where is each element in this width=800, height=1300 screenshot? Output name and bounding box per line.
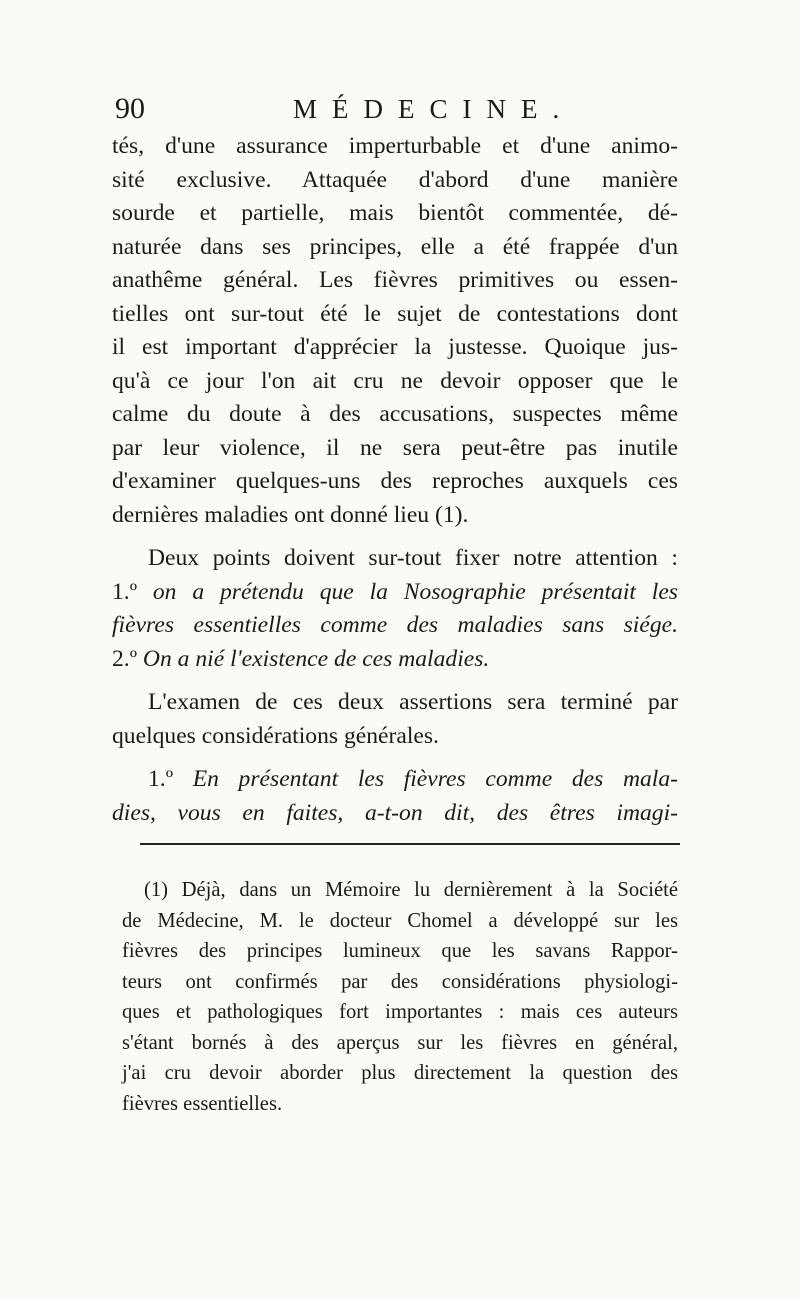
list-item — [112, 643, 678, 677]
text-line: Deux points doivent sur-tout fixer notre attention : — [148, 545, 678, 571]
footnote-line: teurs ont confirmés par des considérations physiologi- — [122, 970, 678, 993]
footnote-line: s'étant bornés à des aperçus sur les fièvres en général, — [122, 1031, 678, 1054]
footnote-line: (1) Déjà, dans un Mémoire lu dernièrement à la Société — [144, 879, 678, 901]
running-head — [115, 92, 675, 132]
footnote-line: fièvres des principes lumineux que les savans Rappor- — [122, 940, 678, 962]
text-line: d'examiner quelques-uns des reproches auxquels ces — [112, 468, 678, 494]
main-text — [112, 130, 678, 830]
text-line: il est important d'apprécier la justesse. Quoique jus- — [112, 334, 678, 360]
text-line: fièvres essentielles comme des maladies sans siége. — [112, 612, 678, 638]
list-item-text: On a nié l'existence de ces maladies. — [142, 645, 490, 672]
text-line: tielles ont sur-tout été le sujet de contestations dont — [112, 300, 678, 327]
paragraph — [112, 686, 678, 753]
italic-text: En présentant les fièvres comme des mala- — [192, 766, 678, 792]
footnote-rule — [140, 843, 680, 845]
text-line: par leur violence, il ne sera peut-être pas inutile — [112, 434, 678, 461]
footnote — [122, 875, 678, 1119]
footnote-line: fièvres essentielles. — [122, 1092, 283, 1115]
footnote-line: de Médecine, M. le docteur Chomel a développé sur les — [122, 909, 678, 932]
paragraph — [112, 763, 678, 830]
text-line: sité exclusive. Attaquée d'abord d'une manière — [112, 166, 678, 193]
list-marker: 1.º — [148, 766, 174, 792]
running-title: MÉDECINE. — [293, 94, 575, 124]
paragraph — [112, 130, 678, 532]
list-item — [112, 576, 678, 610]
text-line: quelques considérations générales. — [112, 722, 439, 749]
list-marker: 1.º — [112, 578, 138, 605]
text-line: tés, d'une assurance imperturbable et d'une animo- — [112, 133, 678, 159]
text-line: qu'à ce jour l'on ait cru ne devoir opposer que le — [112, 367, 678, 394]
footnote-line: ques et pathologiques fort importantes : mais ces auteurs — [122, 1001, 678, 1023]
footnote-line: j'ai cru devoir aborder plus directement la question des — [122, 1062, 678, 1084]
text-line: L'examen de ces deux assertions sera terminé par — [148, 689, 678, 715]
text-line: anathême général. Les fièvres primitives ou essen- — [112, 267, 678, 293]
list-item-text: on a prétendu que la Nosographie présentait les — [152, 578, 678, 605]
numbered-list — [112, 576, 678, 677]
text-line: dies, vous en faites, a-t-on dit, des êtres imagi- — [112, 799, 678, 826]
page-number: 90 — [115, 92, 145, 125]
text-line: dernières maladies ont donné lieu (1). — [112, 501, 469, 528]
paragraph — [112, 542, 678, 576]
text-line: calme du doute à des accusations, suspectes même — [112, 401, 678, 427]
text-line: naturée dans ses principes, elle a été frappée d'un — [112, 233, 678, 260]
text-line: sourde et partielle, mais bientôt commentée, dé- — [112, 200, 678, 226]
text-line — [112, 763, 678, 797]
list-marker: 2.º — [112, 645, 138, 672]
